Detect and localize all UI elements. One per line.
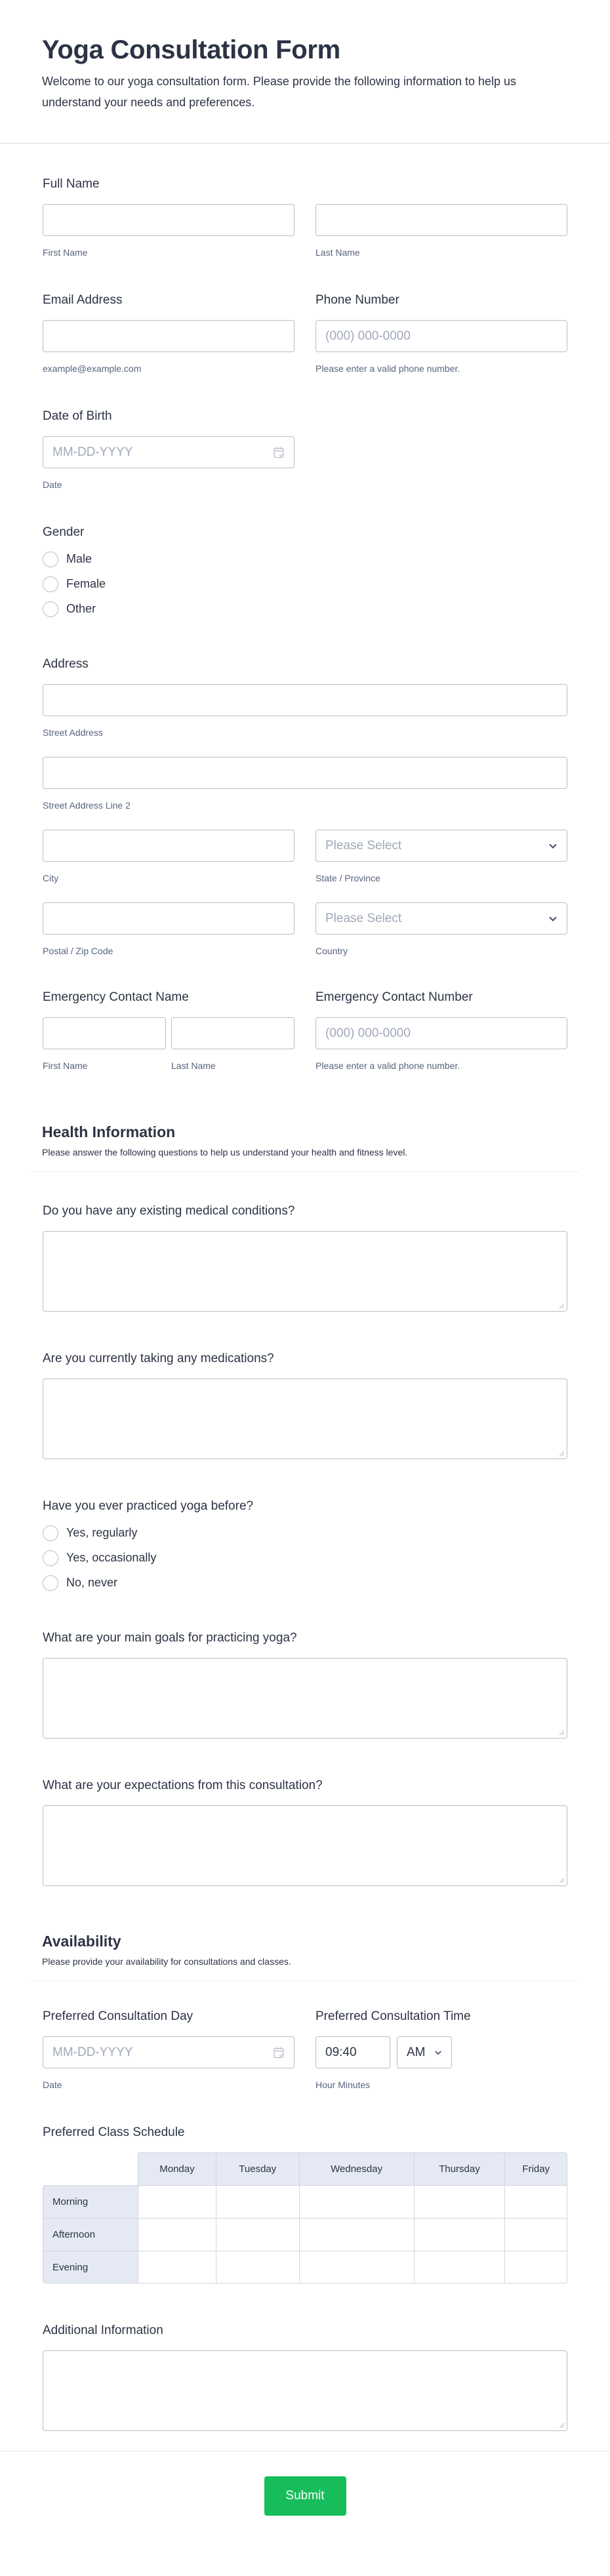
- consultation-day-placeholder: MM-DD-YYYY: [52, 2045, 133, 2059]
- practiced-option-never[interactable]: [43, 1575, 567, 1591]
- health-section-header: [0, 1123, 610, 1158]
- city-sublabel: City: [43, 873, 59, 883]
- form-title: Yoga Consultation Form: [42, 35, 340, 64]
- medications-textarea[interactable]: [43, 1379, 567, 1459]
- calendar-icon[interactable]: [273, 2046, 285, 2059]
- emergency-first-name-input[interactable]: [43, 1017, 166, 1049]
- matrix-cell[interactable]: [299, 2185, 414, 2218]
- emergency-last-name-sublabel: Last Name: [171, 1060, 216, 1071]
- matrix-row-morning: [43, 2185, 567, 2218]
- country-select[interactable]: [315, 902, 567, 935]
- matrix-cell[interactable]: [138, 2185, 216, 2218]
- radio-label: Other: [66, 602, 96, 615]
- matrix-cell[interactable]: [138, 2251, 216, 2284]
- consultation-time-value: 09:40: [325, 2045, 357, 2059]
- form-description: Welcome to our yoga consultation form. Please provide the following information to help us understand your needs and preferences.: [42, 75, 517, 109]
- city-input[interactable]: [43, 830, 295, 862]
- matrix-cell[interactable]: [504, 2218, 567, 2251]
- dob-label: Date of Birth: [43, 409, 112, 423]
- resize-handle-icon[interactable]: [559, 1730, 564, 1735]
- matrix-col-friday: Friday: [504, 2152, 567, 2185]
- matrix-cell[interactable]: [216, 2251, 299, 2284]
- matrix-cell[interactable]: [299, 2251, 414, 2284]
- full-name-field: [43, 176, 567, 258]
- dob-field: [43, 409, 567, 491]
- matrix-cell[interactable]: [138, 2218, 216, 2251]
- medications-label: Are you currently taking any medications?: [43, 1352, 274, 1365]
- radio-button[interactable]: [43, 552, 58, 567]
- matrix-row-afternoon: [43, 2218, 567, 2251]
- matrix-row-label: Afternoon: [43, 2218, 138, 2251]
- last-name-sublabel: Last Name: [315, 247, 360, 258]
- country-placeholder: Please Select: [325, 911, 402, 925]
- radio-label: Yes, regularly: [66, 1526, 138, 1539]
- matrix-cell[interactable]: [414, 2185, 505, 2218]
- goals-label: What are your main goals for practicing yoga?: [43, 1631, 297, 1645]
- emergency-last-name-input[interactable]: [171, 1017, 295, 1049]
- dob-input[interactable]: [43, 436, 295, 468]
- consultation-time-label: Preferred Consultation Time: [315, 2009, 471, 2023]
- phone-placeholder: (000) 000-0000: [325, 329, 411, 343]
- radio-button[interactable]: [43, 1550, 58, 1566]
- street-address-input[interactable]: [43, 684, 567, 716]
- consultation-row: [43, 2009, 567, 2091]
- matrix-col-thursday: Thursday: [414, 2152, 505, 2185]
- email-sublabel: example@example.com: [43, 363, 142, 374]
- additional-info-textarea[interactable]: [43, 2350, 567, 2431]
- goals-field: [43, 1630, 567, 1739]
- street-address-sublabel: Street Address: [43, 727, 103, 738]
- dob-sublabel: Date: [43, 479, 62, 490]
- matrix-corner: [43, 2152, 138, 2185]
- medical-conditions-label: Do you have any existing medical conditions?: [43, 1204, 295, 1218]
- additional-info-label: Additional Information: [43, 2324, 163, 2337]
- resize-handle-icon[interactable]: [559, 1303, 564, 1308]
- emergency-number-placeholder: (000) 000-0000: [325, 1026, 411, 1040]
- matrix-cell[interactable]: [216, 2218, 299, 2251]
- street-address-line2-input[interactable]: [43, 757, 567, 789]
- zip-sublabel: Postal / Zip Code: [43, 946, 113, 956]
- matrix-cell[interactable]: [504, 2185, 567, 2218]
- matrix-col-monday: Monday: [138, 2152, 216, 2185]
- matrix-cell[interactable]: [216, 2185, 299, 2218]
- gender-options: [43, 551, 567, 617]
- availability-section-description: Please provide your availability for consultations and classes.: [42, 1956, 291, 1967]
- availability-section-title: Availability: [42, 1933, 121, 1950]
- practiced-option-occasionally[interactable]: [43, 1550, 567, 1566]
- chevron-down-icon: [434, 2049, 442, 2056]
- submit-button[interactable]: Submit: [264, 2476, 346, 2516]
- matrix-col-tuesday: Tuesday: [216, 2152, 299, 2185]
- chevron-down-icon: [548, 916, 558, 922]
- gender-field: [43, 525, 567, 617]
- state-sublabel: State / Province: [315, 873, 380, 883]
- consultation-day-input[interactable]: [43, 2036, 295, 2068]
- gender-option-other[interactable]: [43, 601, 567, 617]
- matrix-row-label: Morning: [43, 2185, 138, 2218]
- health-section-description: Please answer the following questions to help us understand your health and fitness level.: [42, 1147, 408, 1157]
- address-label: Address: [43, 657, 89, 671]
- phone-sublabel: Please enter a valid phone number.: [315, 363, 460, 374]
- zip-input[interactable]: [43, 902, 295, 935]
- matrix-cell[interactable]: [414, 2218, 505, 2251]
- expectations-label: What are your expectations from this consultation?: [43, 1779, 323, 1792]
- resize-handle-icon[interactable]: [559, 1878, 564, 1883]
- country-sublabel: Country: [315, 946, 348, 956]
- practiced-option-regularly[interactable]: [43, 1525, 567, 1541]
- radio-label: Female: [66, 577, 106, 590]
- ampm-value: AM: [407, 2045, 426, 2059]
- emergency-number-label: Emergency Contact Number: [315, 990, 473, 1004]
- radio-button[interactable]: [43, 576, 58, 592]
- practiced-yoga-field: [43, 1499, 567, 1591]
- resize-handle-icon[interactable]: [559, 2423, 564, 2428]
- practiced-yoga-options: [43, 1525, 567, 1591]
- matrix-cell[interactable]: [504, 2251, 567, 2284]
- class-schedule-field: [43, 2125, 567, 2284]
- goals-textarea[interactable]: [43, 1658, 567, 1739]
- radio-label: Male: [66, 552, 92, 565]
- emergency-first-name-sublabel: First Name: [43, 1060, 88, 1071]
- emergency-number-sublabel: Please enter a valid phone number.: [315, 1060, 460, 1071]
- class-schedule-label: Preferred Class Schedule: [43, 2125, 185, 2139]
- phone-label: Phone Number: [315, 293, 399, 307]
- street-address-line2-sublabel: Street Address Line 2: [43, 800, 131, 811]
- state-select[interactable]: [315, 830, 567, 862]
- chevron-down-icon: [548, 843, 558, 849]
- email-input[interactable]: [43, 320, 295, 352]
- emergency-name-label: Emergency Contact Name: [43, 990, 189, 1004]
- resize-handle-icon[interactable]: [559, 1451, 564, 1456]
- phone-input[interactable]: [315, 320, 567, 352]
- calendar-icon[interactable]: [273, 446, 285, 459]
- form-footer: [0, 2451, 610, 2571]
- medical-conditions-field: [43, 1203, 567, 1312]
- section-divider: [31, 1171, 579, 1172]
- matrix-cell[interactable]: [414, 2251, 505, 2284]
- matrix-row-evening: [43, 2251, 567, 2284]
- gender-option-male[interactable]: [43, 551, 567, 567]
- first-name-sublabel: First Name: [43, 247, 88, 258]
- first-name-input[interactable]: [43, 204, 295, 236]
- full-name-label: Full Name: [43, 177, 100, 191]
- emergency-number-input[interactable]: [315, 1017, 567, 1049]
- class-schedule-matrix: [43, 2152, 567, 2284]
- matrix-cell[interactable]: [299, 2218, 414, 2251]
- expectations-field: [43, 1778, 567, 1886]
- ampm-select[interactable]: [397, 2036, 452, 2068]
- consultation-day-label: Preferred Consultation Day: [43, 2009, 193, 2023]
- radio-label: Yes, occasionally: [66, 1551, 157, 1564]
- email-label: Email Address: [43, 293, 123, 307]
- form-header: [0, 0, 610, 144]
- consultation-time-sublabel: Hour Minutes: [315, 2080, 371, 2090]
- radio-button[interactable]: [43, 1575, 58, 1591]
- matrix-row-label: Evening: [43, 2251, 138, 2284]
- medications-field: [43, 1351, 567, 1459]
- health-section-title: Health Information: [42, 1123, 176, 1140]
- gender-option-female[interactable]: [43, 576, 567, 592]
- medical-conditions-textarea[interactable]: [43, 1231, 567, 1312]
- radio-button[interactable]: [43, 1525, 58, 1541]
- additional-info-field: [43, 2323, 567, 2431]
- contact-row: [43, 292, 567, 374]
- practiced-yoga-label: Have you ever practiced yoga before?: [43, 1499, 254, 1513]
- matrix-col-wednesday: Wednesday: [299, 2152, 414, 2185]
- form-content: [0, 176, 610, 1072]
- radio-button[interactable]: [43, 601, 58, 617]
- dob-placeholder: MM-DD-YYYY: [52, 445, 133, 459]
- radio-label: No, never: [66, 1576, 118, 1589]
- gender-label: Gender: [43, 525, 85, 539]
- last-name-input[interactable]: [315, 204, 567, 236]
- consultation-day-sublabel: Date: [43, 2080, 62, 2090]
- address-field: [43, 656, 567, 957]
- availability-section-header: [0, 1932, 610, 1967]
- consultation-time-input[interactable]: [315, 2036, 390, 2068]
- expectations-textarea[interactable]: [43, 1805, 567, 1886]
- state-placeholder: Please Select: [325, 838, 402, 853]
- emergency-contact-row: [43, 990, 567, 1072]
